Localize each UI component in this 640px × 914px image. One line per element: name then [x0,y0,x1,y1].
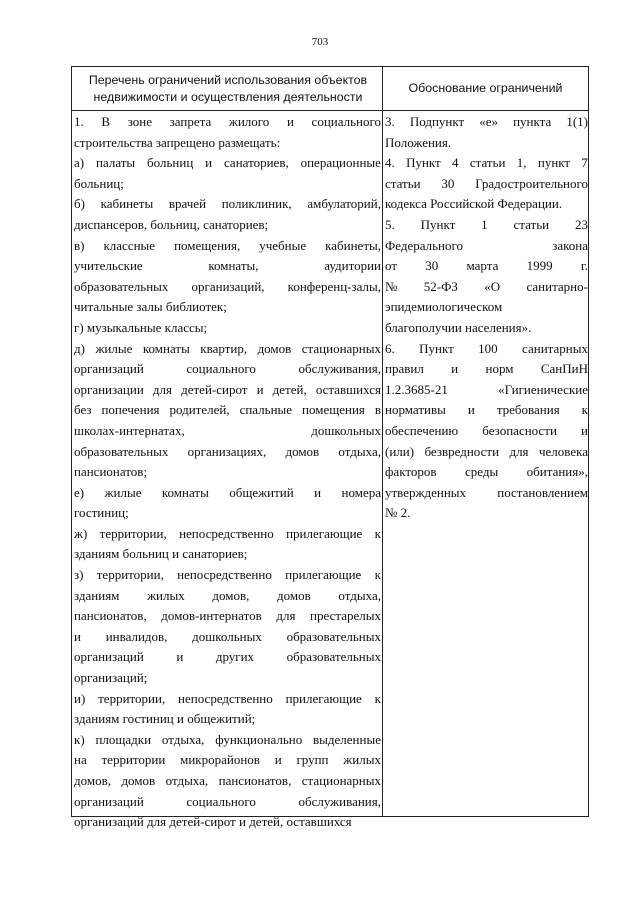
restriction-text-line: организаций и других образовательных [74,649,381,665]
restriction-text-line: гостиниц; [74,505,129,521]
justification-text-line: факторов среды обитания», [385,464,588,480]
restriction-text-line: к) площадки отдыха, функционально выделенные [74,731,381,747]
justification-text-line: от 30 марта 1999 г. [385,258,588,274]
restriction-text-line: организации для детей-сирот и детей, оставшихся [74,381,381,397]
restriction-text-line: пансионатов, домов-интернатов для престарелых [74,608,381,624]
justification-text-line: нормативы и требования к [385,402,588,418]
restriction-text-line: в) классные помещения, учебные кабинеты, [74,237,381,253]
restriction-text-line: читальные залы библиотек; [74,299,227,315]
justification-text-line: № 52-ФЗ «О санитарно- [385,278,588,294]
justification-text-line: 5. Пункт 1 статьи 23 [385,216,588,232]
restriction-text-line: зданиям гостиниц и общежитий; [74,711,256,727]
restriction-text-line: г) музыкальные классы; [74,319,208,335]
restriction-text-line: учительские комнаты, аудитории [74,258,381,274]
restriction-text-line: и) территории, непосредственно прилегающие к [74,690,381,706]
restriction-text-line: е) жилые комнаты общежитий и номера [74,484,381,500]
justification-text-line: утвержденных постановлением [385,484,588,500]
restrictions-table [71,66,589,830]
justification-text-line: 6. Пункт 100 санитарных [385,340,588,356]
restriction-text-line: 1. В зоне запрета жилого и социального [74,114,381,129]
justification-text-line: Федерального закона [385,237,588,253]
restriction-text-line: на территории микрорайонов и групп жилых [74,752,381,768]
table-header-row [72,67,588,111]
restriction-text-line: без попечения родителей, спальные помещения в [74,402,381,418]
restriction-text-line: пансионатов; [74,464,148,480]
restriction-text-line: организаций социального обслуживания, [74,361,381,377]
justification-text-line: эпидемиологическом [385,299,503,315]
restriction-text-line: организаций для детей-сирот и детей, оставшихся [74,814,352,830]
restriction-text-line: образовательных организаций, конференц-залы, [74,278,381,294]
header-cell-restrictions [76,67,380,110]
restriction-text-line: и инвалидов, дошкольных образовательных [74,628,381,644]
justification-text-line: 1.2.3685-21 «Гигиенические [385,381,588,397]
justification-column [385,112,588,524]
restriction-text-line: д) жилые комнаты квартир, домов стационарных [74,340,381,356]
header-left-line: Перечень ограничений использования объектов [88,72,368,87]
justification-text-line: Положения. [385,134,452,150]
restriction-text-line: диспансеров, больниц, санаториев; [74,216,269,232]
restriction-text-line: больниц; [74,175,124,191]
restrictions-column [74,112,381,833]
justification-text-line: правил и норм СанПиН [385,361,588,377]
justification-text-line: № 2. [385,505,411,521]
restriction-text-line: строительства запрещено размещать: [74,134,281,150]
justification-text-line: кодекса Российской Федерации. [385,196,563,212]
header-left-line: недвижимости и осуществления деятельности [93,89,363,104]
restriction-text-line: домов, домов отдыха, пансионатов, стационарных [74,773,381,788]
header-cell-justification: Обоснование ограничений [408,81,563,95]
justification-text-line: обеспечению безопасности и [385,422,588,438]
restriction-text-line: зданиям жилых домов, домов отдыха, [74,587,381,603]
restriction-text-line: б) кабинеты врачей поликлиник, амбулаторий, [74,196,381,212]
restriction-text-line: ж) территории, непосредственно прилегающие к [74,525,381,541]
restriction-text-line: а) палаты больниц и санаториев, операционные [74,155,381,171]
restriction-text-line: образовательных организациях, домов отдыха, [74,443,381,459]
justification-text-line: благополучии населения». [385,319,532,335]
restriction-text-line: организаций социального обслуживания, [74,793,381,809]
restriction-text-line: зданиям больниц и санаториев; [74,546,248,562]
justification-text-line: (или) безвредности для человека [385,443,588,459]
justification-text-line: 3. Подпункт «е» пункта 1(1) [385,114,588,129]
page-number: 703 [311,36,329,48]
column-divider [382,67,383,816]
restriction-text-line: организаций; [74,670,148,686]
justification-text-line: 4. Пункт 4 статьи 1, пункт 7 [385,155,588,171]
justification-text-line: статьи 30 Градостроительного [385,175,588,191]
restriction-text-line: з) территории, непосредственно прилегающие к [74,567,381,583]
restriction-text-line: школах-интернатах, дошкольных [74,422,381,438]
